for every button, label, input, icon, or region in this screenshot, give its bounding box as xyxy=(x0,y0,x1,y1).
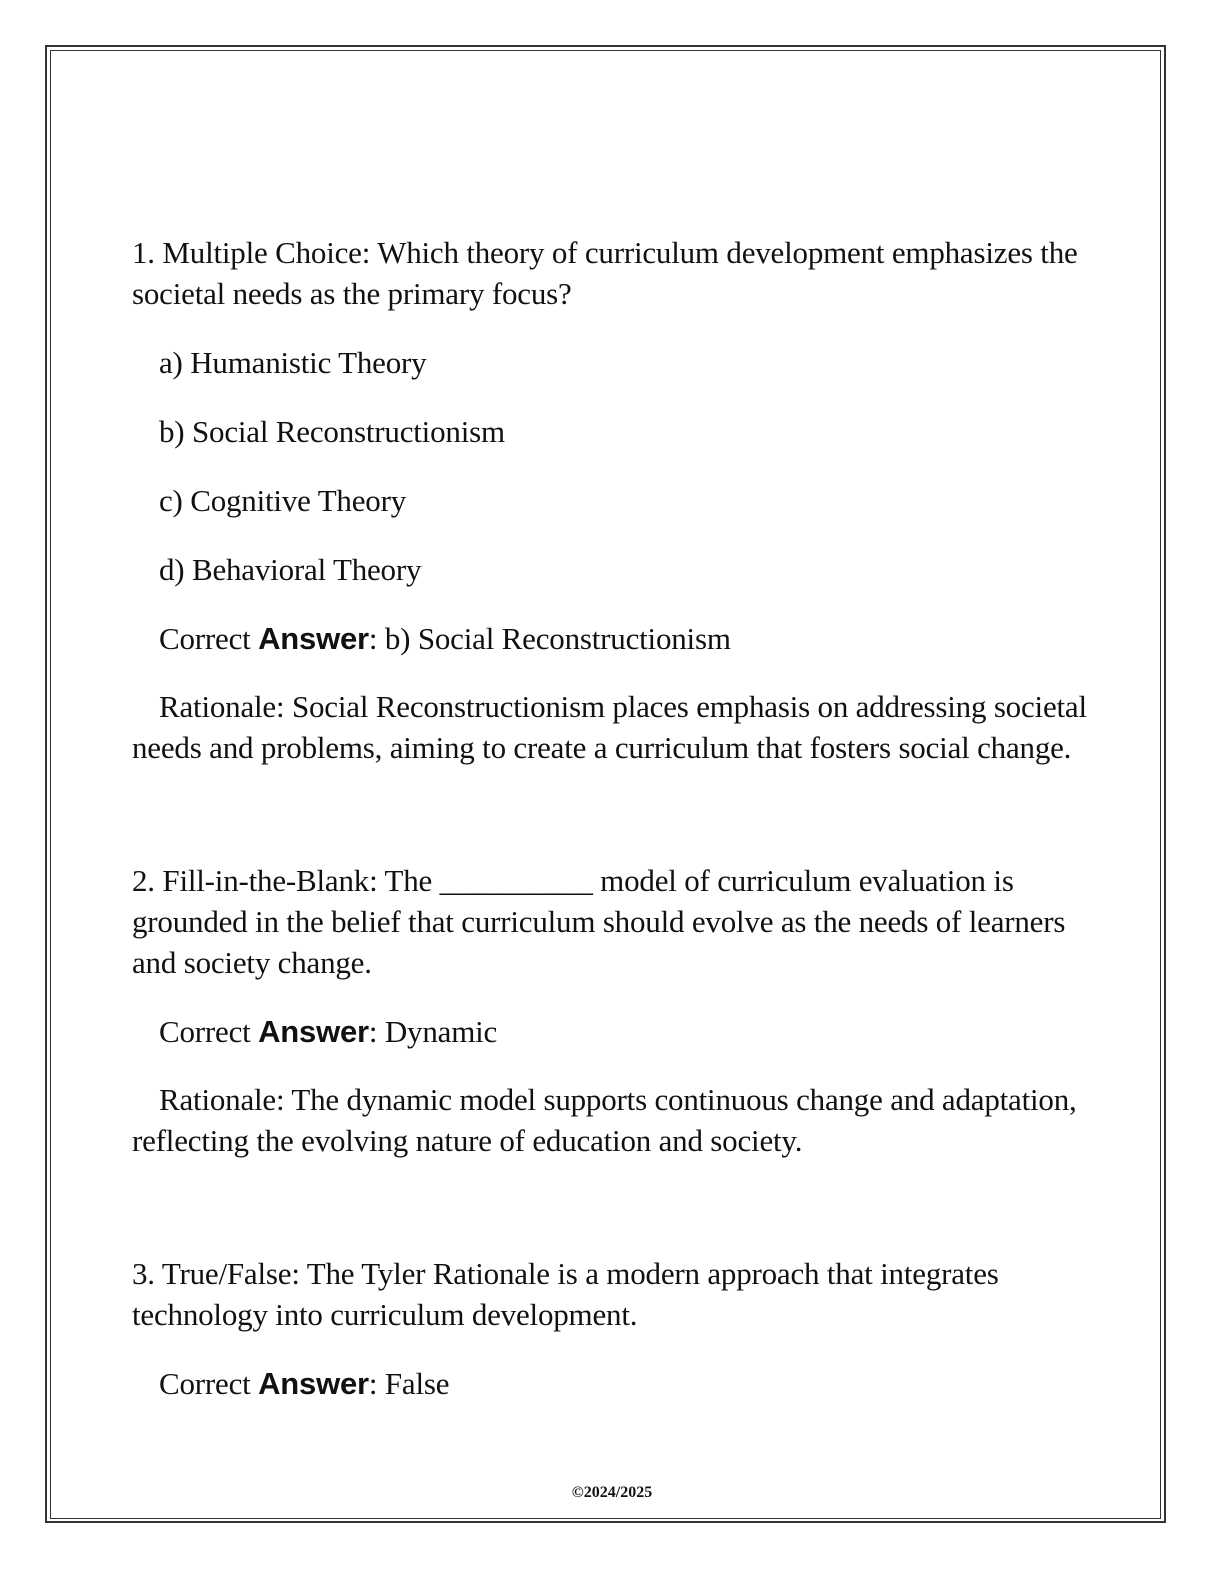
answer-prefix: Correct xyxy=(159,1366,259,1401)
question-3 xyxy=(132,1253,1092,1404)
option-b: b) Social Reconstructionism xyxy=(159,414,505,449)
answer-word: Answer xyxy=(258,621,369,656)
question-text: 3. True/False: The Tyler Rationale is a modern approach that integrates technology into curriculum development. xyxy=(132,1256,999,1332)
copyright-footer: ©2024/2025 xyxy=(571,1484,653,1501)
option-c: c) Cognitive Theory xyxy=(159,483,407,518)
answer-word: Answer xyxy=(258,1014,369,1049)
correct-answer xyxy=(132,618,1092,659)
rationale: Rationale: The dynamic model supports continuous change and adaptation, reflecting the evolving nature of education and society. xyxy=(132,1082,1077,1158)
document-content xyxy=(132,232,1092,1404)
correct-answer xyxy=(132,1363,1092,1404)
answer-value: : Dynamic xyxy=(368,1014,498,1049)
correct-answer xyxy=(132,1011,1092,1052)
question-text: 2. Fill-in-the-Blank: The __________ model of curriculum evaluation is grounded in the belief that curriculum should evolve as the needs of learners and society change. xyxy=(132,863,1066,980)
rationale: Rationale: Social Reconstructionism places emphasis on addressing societal needs and problems, aiming to create a curriculum that fosters social change. xyxy=(132,689,1087,765)
question-text: 1. Multiple Choice: Which theory of curriculum development emphasizes the societal needs as the primary focus? xyxy=(132,235,1078,311)
answer-prefix: Correct xyxy=(159,1014,259,1049)
answer-prefix: Correct xyxy=(159,621,259,656)
option-a: a) Humanistic Theory xyxy=(159,345,427,380)
answer-value: : False xyxy=(368,1366,450,1401)
question-2 xyxy=(132,860,1092,1161)
answer-value: : b) Social Reconstructionism xyxy=(368,621,731,656)
question-1 xyxy=(132,232,1092,768)
answer-word: Answer xyxy=(258,1366,369,1401)
option-d: d) Behavioral Theory xyxy=(159,552,422,587)
